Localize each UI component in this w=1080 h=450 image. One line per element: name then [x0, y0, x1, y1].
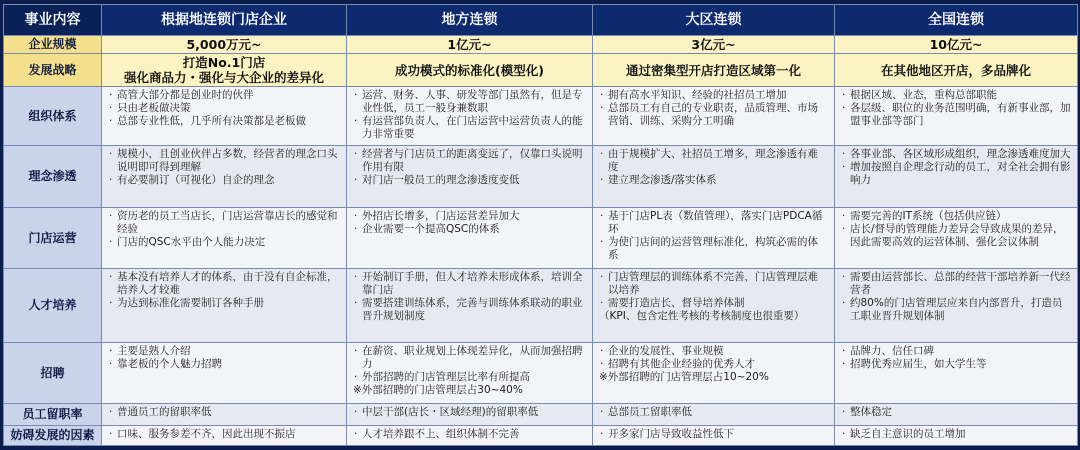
table-cell — [102, 404, 347, 425]
bullet-list — [599, 345, 828, 384]
table-cell — [347, 146, 593, 208]
bullet-item: · 靠老板的个人魅力招聘 — [108, 358, 340, 371]
bullet-list — [599, 210, 828, 262]
table-cell — [102, 36, 347, 54]
bullet-list — [353, 210, 586, 236]
bullet-list — [599, 271, 828, 323]
table-cell — [593, 54, 835, 87]
bullet-item: · 在薪资、职业规划上体现差异化，从而加强招聘力 — [353, 345, 586, 371]
table-cell — [835, 146, 1078, 208]
row-label: 员工留职率 — [4, 404, 102, 425]
bullet-item: · 有运营部负责人，在门店运营中运营负责人的能力非常重要 — [353, 115, 586, 141]
bullet-list — [599, 89, 828, 128]
bullet-item: · 整体稳定 — [841, 406, 1071, 419]
bullet-item: · 资历老的员工当店长，门店运营靠店长的感觉和经验 — [108, 210, 340, 236]
bullet-list — [353, 89, 586, 141]
table-cell — [593, 269, 835, 343]
bullet-item: · 需要搭建训练体系，完善与训练体系联动的职业晋升规划制度 — [353, 297, 586, 323]
table-row — [4, 36, 1078, 54]
row-label: 发展战略 — [4, 54, 102, 87]
column-header: 地方连锁 — [347, 5, 593, 36]
row-label: 组织体系 — [4, 87, 102, 146]
bullet-item: · 品牌力、信任口碑 — [841, 345, 1071, 358]
bullet-item: · 招聘有其他企业经验的优秀人才 — [599, 358, 828, 371]
cell-text: 10亿元~ — [929, 37, 983, 53]
bullet-item: · 主要是熟人介绍 — [108, 345, 340, 358]
bullet-item: · 开多家门店导致收益性低下 — [599, 428, 828, 441]
bullet-item: · 需要打造店长、督导培养体制 — [599, 297, 828, 310]
bullet-list — [841, 428, 1071, 441]
table-cell — [347, 404, 593, 425]
bullet-item: · 企业需要一个提高QSC的体系 — [353, 223, 586, 236]
bullet-list — [108, 148, 340, 187]
bullet-item: · 外招店长增多，门店运营差异加大 — [353, 210, 586, 223]
table-cell — [347, 54, 593, 87]
table-row — [4, 87, 1078, 146]
bullet-item: · 总部员工留职率低 — [599, 406, 828, 419]
table-cell — [593, 208, 835, 269]
bullet-list — [108, 345, 340, 371]
bullet-item: · 高管大部分都是创业时的伙伴 — [108, 89, 340, 102]
bullet-item: · 需要由运营部长、总部的经营干部培养新一代经营者 — [841, 271, 1071, 297]
table-cell — [102, 54, 347, 87]
bullet-item: · 缺乏自主意识的员工增加 — [841, 428, 1071, 441]
table-cell — [835, 425, 1078, 445]
table-cell — [593, 425, 835, 445]
cell-text: 3亿元~ — [691, 37, 736, 53]
table-row — [4, 146, 1078, 208]
bullet-item: · 规模小，且创业伙伴占多数，经营者的理念口头说明即可得到理解 — [108, 148, 340, 174]
table-cell — [835, 54, 1078, 87]
bullet-item: · 由于规模扩大、社招员工增多，理念渗透有难度 — [599, 148, 828, 174]
bullet-item: · 建立理念渗透/落实体系 — [599, 174, 828, 187]
cell-text: 1亿元~ — [447, 37, 492, 53]
bullet-item: · 增加按照自企理念行动的员工，对全社会拥有影响力 — [841, 161, 1071, 187]
row-label: 理念渗透 — [4, 146, 102, 208]
cell-text: 通过密集型开店打造区域第一化 — [625, 62, 801, 78]
table-cell — [593, 404, 835, 425]
bullet-list — [353, 428, 586, 441]
bullet-list — [108, 89, 340, 128]
row-label: 门店运营 — [4, 208, 102, 269]
table-cell — [593, 343, 835, 404]
bullet-item: · 店长/督导的管理能力差异会导致成果的差异，因此需要高效的运营体制、强化会议体制 — [841, 223, 1071, 249]
bullet-list — [353, 345, 586, 397]
bullet-item: · 拥有高水平知识、经验的社招员工增加 — [599, 89, 828, 102]
table-cell — [102, 208, 347, 269]
table-row — [4, 404, 1078, 425]
column-header: 根据地连锁门店企业 — [102, 5, 347, 36]
bullet-list — [841, 148, 1071, 187]
bullet-item: · 总部员工有自己的专业职责，品质管理、市场营销、训练、采购分工明确 — [599, 102, 828, 128]
bullet-item: · 外部招聘的门店管理层比率有所提高 — [353, 371, 586, 384]
bullet-item: · 普通员工的留职率低 — [108, 406, 340, 419]
table-cell — [102, 269, 347, 343]
bullet-item: · 口味、服务参差不齐，因此出现不振店 — [108, 428, 340, 441]
bullet-list — [841, 345, 1071, 371]
table-cell — [835, 343, 1078, 404]
table-row — [4, 425, 1078, 445]
table-cell — [593, 146, 835, 208]
bullet-item: · 企业的发展性、事业规模 — [599, 345, 828, 358]
table-cell — [835, 404, 1078, 425]
bullet-list — [108, 210, 340, 249]
cell-text: 强化商品力・强化与大企业的差异化 — [123, 70, 324, 86]
cell-text: 打造No.1门店 — [182, 55, 266, 71]
table-row — [4, 343, 1078, 404]
bullet-list — [108, 406, 340, 419]
bullet-item: · 招聘优秀应届生，如大学生等 — [841, 358, 1071, 371]
row-label: 人才培养 — [4, 269, 102, 343]
table-cell — [593, 87, 835, 146]
table-cell — [835, 36, 1078, 54]
bullet-item: · 基本没有培养人才的体系，由于没有自企标准，培养人才较难 — [108, 271, 340, 297]
table-cell — [102, 343, 347, 404]
bullet-item: · 根据区域、业态，重构总部职能 — [841, 89, 1071, 102]
column-header: 全国连锁 — [835, 5, 1078, 36]
bullet-item: · 开始制订手册，但人才培养未形成体系，培训全靠门店 — [353, 271, 586, 297]
table-cell — [835, 208, 1078, 269]
bullet-list — [108, 271, 340, 310]
column-header: 大区连锁 — [593, 5, 835, 36]
bullet-item: · 约80%的门店管理层应来自内部晋升，打造员工职业晋升规划体制 — [841, 297, 1071, 323]
row-label: 招聘 — [4, 343, 102, 404]
bullet-item: · 需要完善的IT系统（包括供应链） — [841, 210, 1071, 223]
bullet-item: ※外部招聘的门店管理层占10~20% — [599, 371, 769, 384]
bullet-item: · 各事业部、各区域形成组织，理念渗透难度加大 — [841, 148, 1071, 161]
table-cell — [347, 269, 593, 343]
bullet-list — [108, 428, 340, 441]
table-cell — [347, 208, 593, 269]
bullet-list — [599, 148, 828, 187]
bullet-item: · 为使门店间的运营管理标准化，构筑必需的体系 — [599, 236, 828, 262]
table-cell — [835, 87, 1078, 146]
table-cell — [593, 36, 835, 54]
header-row — [4, 5, 1078, 36]
bullet-item: · 为达到标准化需要制订各种手册 — [108, 297, 340, 310]
bullet-item: · 门店管理层的训练体系不完善，门店管理层难以培养 — [599, 271, 828, 297]
table-cell — [347, 36, 593, 54]
bullet-list — [841, 271, 1071, 323]
bullet-item: · 总部专业性低，几乎所有决策都是老板做 — [108, 115, 340, 128]
bullet-list — [841, 89, 1071, 128]
row-label: 妨碍发展的因素 — [4, 425, 102, 445]
corner-header: 事业内容 — [4, 5, 102, 36]
bullet-item: · 中层干部(店长・区域经理)的留职率低 — [353, 406, 586, 419]
row-label: 企业规模 — [4, 36, 102, 54]
table-cell — [347, 425, 593, 445]
bullet-item: · 只由老板做决策 — [108, 102, 340, 115]
cell-text: 在其他地区开店，多品牌化 — [880, 62, 1031, 78]
comparison-table — [3, 4, 1078, 446]
table-row — [4, 208, 1078, 269]
bullet-item: · 经营者与门店员工的距离变远了，仅靠口头说明作用有限 — [353, 148, 586, 174]
bullet-item: ※外部招聘的门店管理层占30~40% — [353, 384, 523, 397]
table-cell — [347, 87, 593, 146]
bullet-list — [841, 406, 1071, 419]
bullet-item: · 人才培养跟不上、组织体制不完善 — [353, 428, 586, 441]
table-cell — [102, 425, 347, 445]
bullet-item: · 各层级、职位的业务范围明确，有新事业部，加盟事业部等部门 — [841, 102, 1071, 128]
bullet-item: · 基于门店PL表（数值管理），落实门店PDCA循环 — [599, 210, 828, 236]
table-cell — [102, 146, 347, 208]
bullet-list — [599, 428, 828, 441]
cell-text: 5,000万元~ — [186, 37, 262, 53]
table-cell — [347, 343, 593, 404]
bullet-item: （KPI、包含定性考核的考核制度也很重要） — [599, 310, 805, 323]
bullet-item: · 门店的QSC水平由个人能力决定 — [108, 236, 340, 249]
cell-text: 成功模式的标准化(模型化) — [395, 62, 544, 78]
bullet-item: · 有必要制订（可视化）自企的理念 — [108, 174, 340, 187]
table-row — [4, 54, 1078, 87]
table-cell — [835, 269, 1078, 343]
table-row — [4, 269, 1078, 343]
bullet-list — [841, 210, 1071, 249]
bullet-list — [599, 406, 828, 419]
bullet-item: · 运营、财务、人事、研发等部门虽然有，但是专业性低，员工一般身兼数职 — [353, 89, 586, 115]
bullet-item: · 对门店一般员工的理念渗透度变低 — [353, 174, 586, 187]
bullet-list — [353, 271, 586, 323]
bullet-list — [353, 406, 586, 419]
bullet-list — [353, 148, 586, 187]
table-cell — [102, 87, 347, 146]
